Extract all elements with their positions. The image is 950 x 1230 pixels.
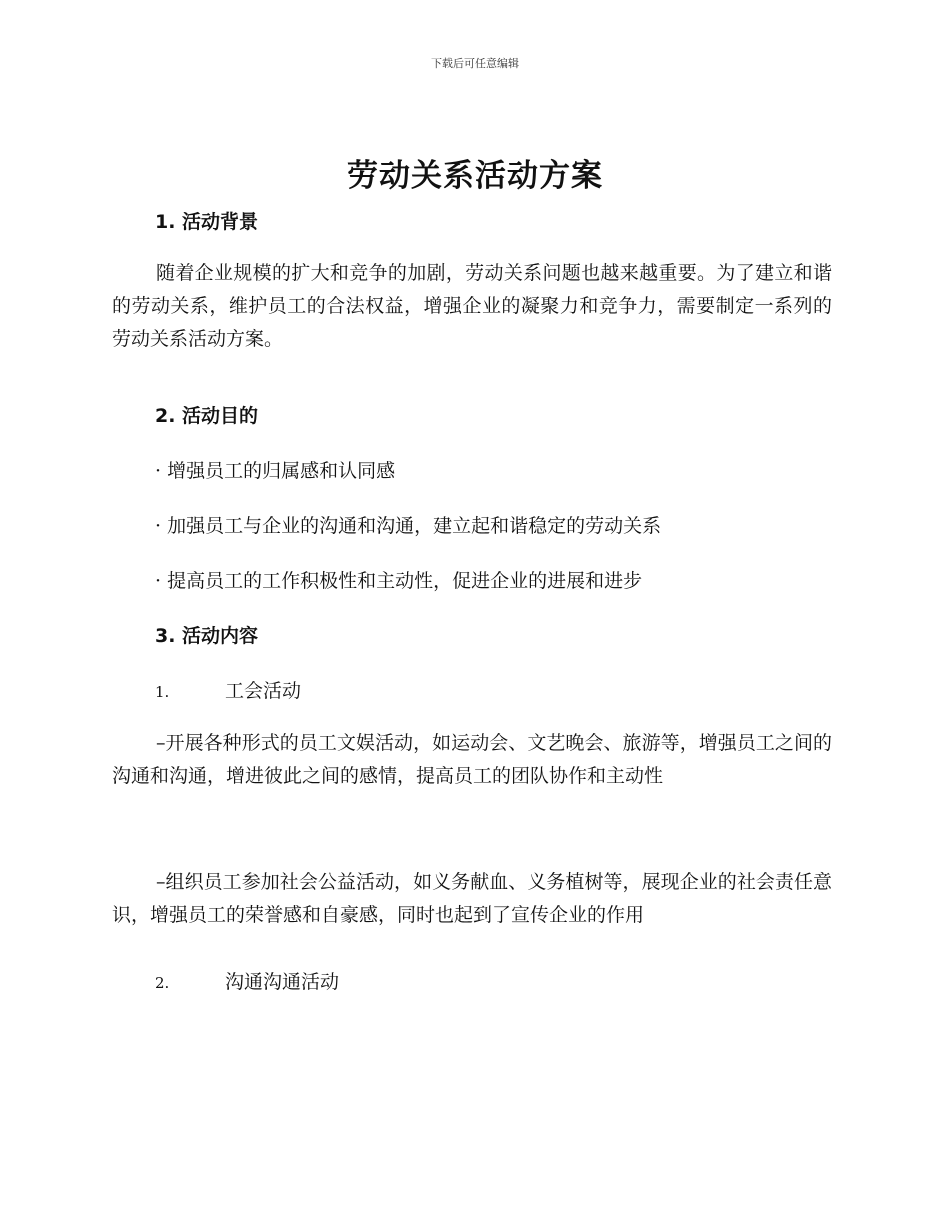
background-paragraph: 随着企业规模的扩大和竞争的加剧，劳动关系问题也越来越重要。为了建立和谐的劳动关系，维护员工的合法权益，增强企业的凝聚力和竞争力，需要制定一系列的劳动关系活动方案。 — [112, 262, 832, 350]
section-heading-background: 1. 活动背景 — [155, 211, 259, 233]
union-activity-paragraph-2: –组织员工参加社会公益活动，如义务献血、义务植树等，展现企业的社会责任意识，增强员工的荣誉感和自豪感，同时也起到了宣传企业的作用 — [112, 871, 832, 926]
numbered-item-number: 2. — [155, 974, 170, 992]
numbered-item-label: 工会活动 — [225, 680, 302, 702]
header-note: 下载后可任意编辑 — [431, 57, 519, 70]
purpose-bullet-3: · 提高员工的工作积极性和主动性，促进企业的进展和进步 — [155, 570, 643, 592]
numbered-item-label: 沟通沟通活动 — [225, 971, 340, 993]
numbered-item-communication-activities — [155, 967, 339, 994]
section-heading-purpose: 2. 活动目的 — [155, 405, 259, 427]
numbered-item-number: 1. — [155, 683, 170, 701]
section-heading-content: 3. 活动内容 — [155, 625, 259, 647]
purpose-bullet-2: · 加强员工与企业的沟通和沟通，建立起和谐稳定的劳动关系 — [155, 515, 662, 537]
purpose-bullet-1: · 增强员工的归属感和认同感 — [155, 460, 396, 482]
document-title: 劳动关系活动方案 — [347, 158, 603, 194]
union-activity-paragraph-1: –开展各种形式的员工文娱活动，如运动会、文艺晚会、旅游等，增强员工之间的沟通和沟通，增进彼此之间的感情，提高员工的团队协作和主动性 — [112, 732, 832, 787]
numbered-item-union-activities — [155, 676, 301, 703]
